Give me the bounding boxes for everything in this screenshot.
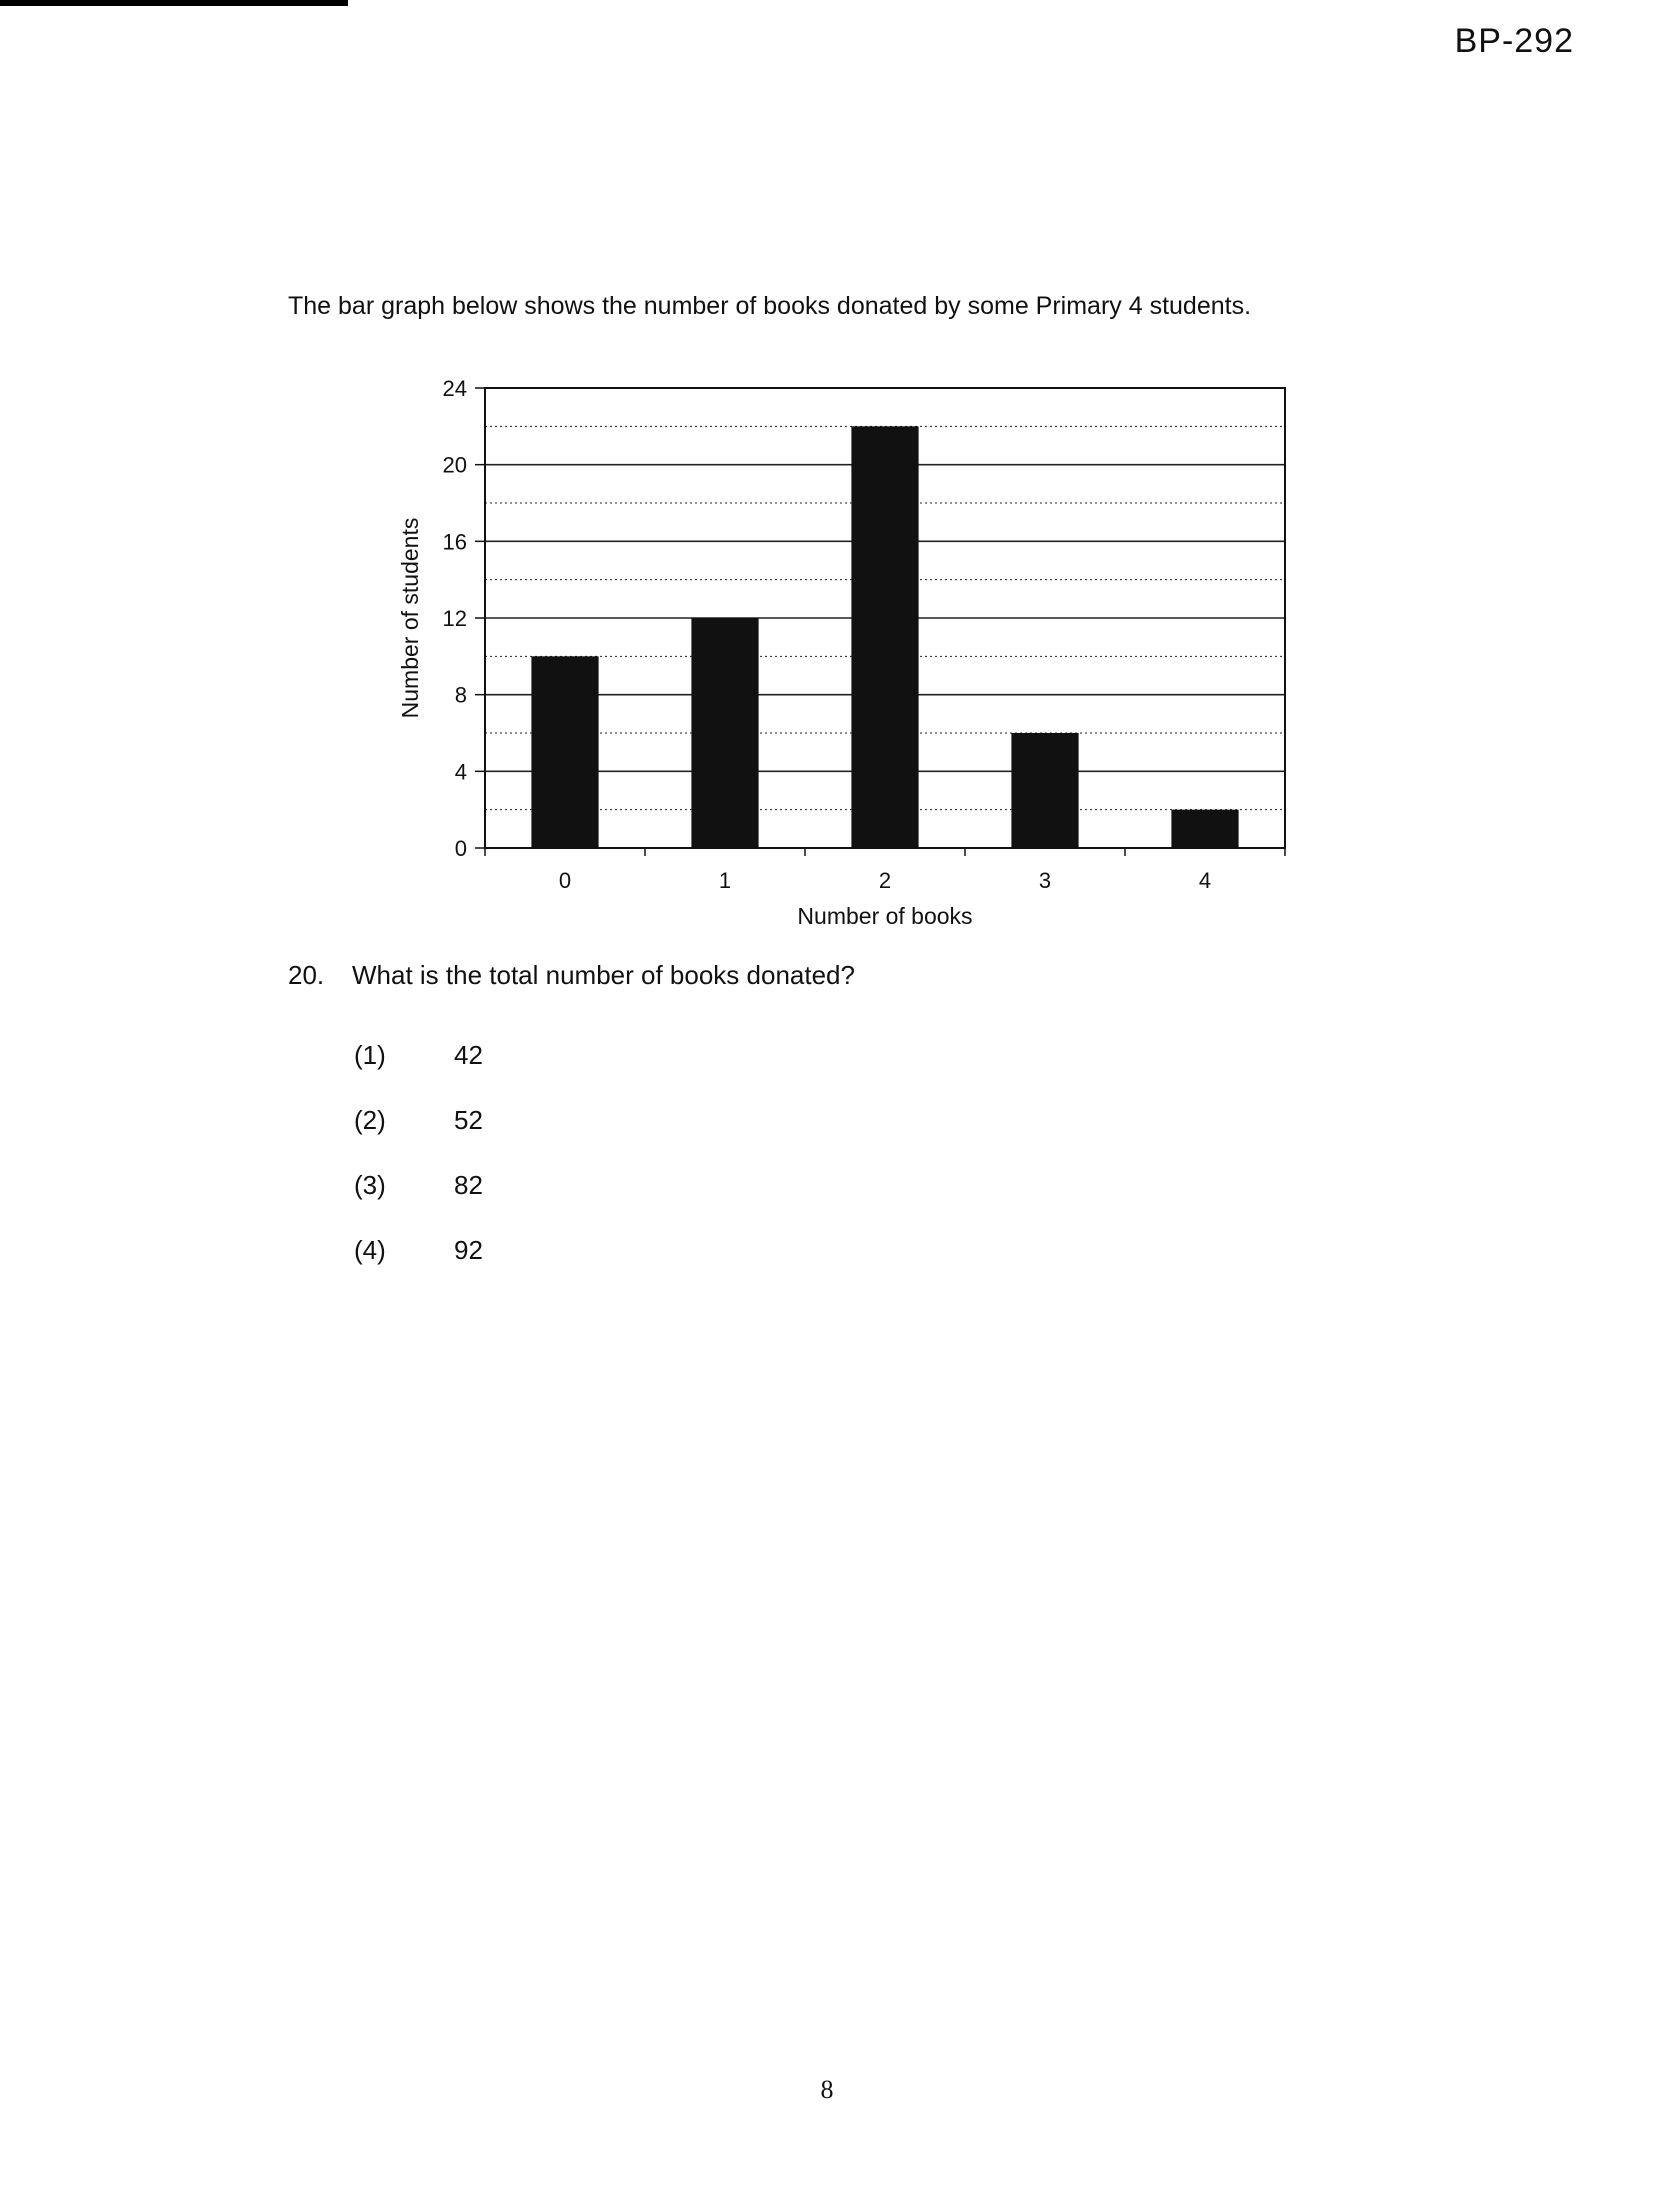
question-20 — [288, 960, 855, 991]
option-label: (1) — [354, 1040, 386, 1070]
bar-1 — [691, 618, 758, 848]
bar-3 — [1011, 733, 1078, 848]
y-tick-label: 24 — [442, 376, 467, 401]
y-axis-ticks — [443, 376, 485, 861]
x-axis-label: Number of books — [797, 903, 973, 929]
y-tick-label: 8 — [454, 682, 467, 708]
x-axis-ticks — [485, 848, 1285, 893]
option-label: (2) — [354, 1105, 386, 1135]
page-code: BP-292 — [1454, 22, 1574, 60]
x-tick-label: 2 — [878, 868, 892, 893]
y-tick-label: 4 — [454, 759, 467, 785]
bar-chart — [380, 360, 1320, 940]
top-rule — [0, 0, 348, 6]
question-text: What is the total number of books donated? — [352, 960, 855, 990]
bar-2 — [851, 426, 918, 848]
chart-bars — [531, 426, 1238, 848]
page-number: 8 — [820, 2075, 834, 2104]
answer-options — [354, 1040, 483, 1300]
y-tick-label: 16 — [442, 529, 467, 555]
option-value: 52 — [454, 1105, 483, 1135]
bar-4 — [1171, 810, 1238, 848]
x-tick-label: 3 — [1038, 868, 1052, 893]
chart-intro-text: The bar graph below shows the number of books donated by some Primary 4 students. — [288, 292, 1252, 320]
bar-0 — [531, 656, 598, 848]
option-label: (3) — [354, 1170, 386, 1200]
y-tick-label: 0 — [454, 836, 467, 861]
option-label: (4) — [354, 1235, 386, 1265]
option-3[interactable] — [354, 1170, 483, 1235]
option-2[interactable] — [354, 1105, 483, 1170]
option-1[interactable] — [354, 1040, 483, 1105]
x-tick-label: 0 — [558, 868, 572, 893]
y-axis-label: Number of students — [397, 517, 423, 719]
x-tick-label: 1 — [718, 868, 732, 893]
question-number: 20. — [288, 960, 325, 990]
option-value: 42 — [454, 1040, 483, 1070]
x-tick-label: 4 — [1198, 868, 1212, 893]
y-tick-label: 12 — [442, 606, 467, 631]
y-tick-label: 20 — [442, 452, 467, 478]
option-value: 82 — [454, 1170, 483, 1200]
option-value: 92 — [454, 1235, 483, 1265]
option-4[interactable] — [354, 1235, 483, 1300]
